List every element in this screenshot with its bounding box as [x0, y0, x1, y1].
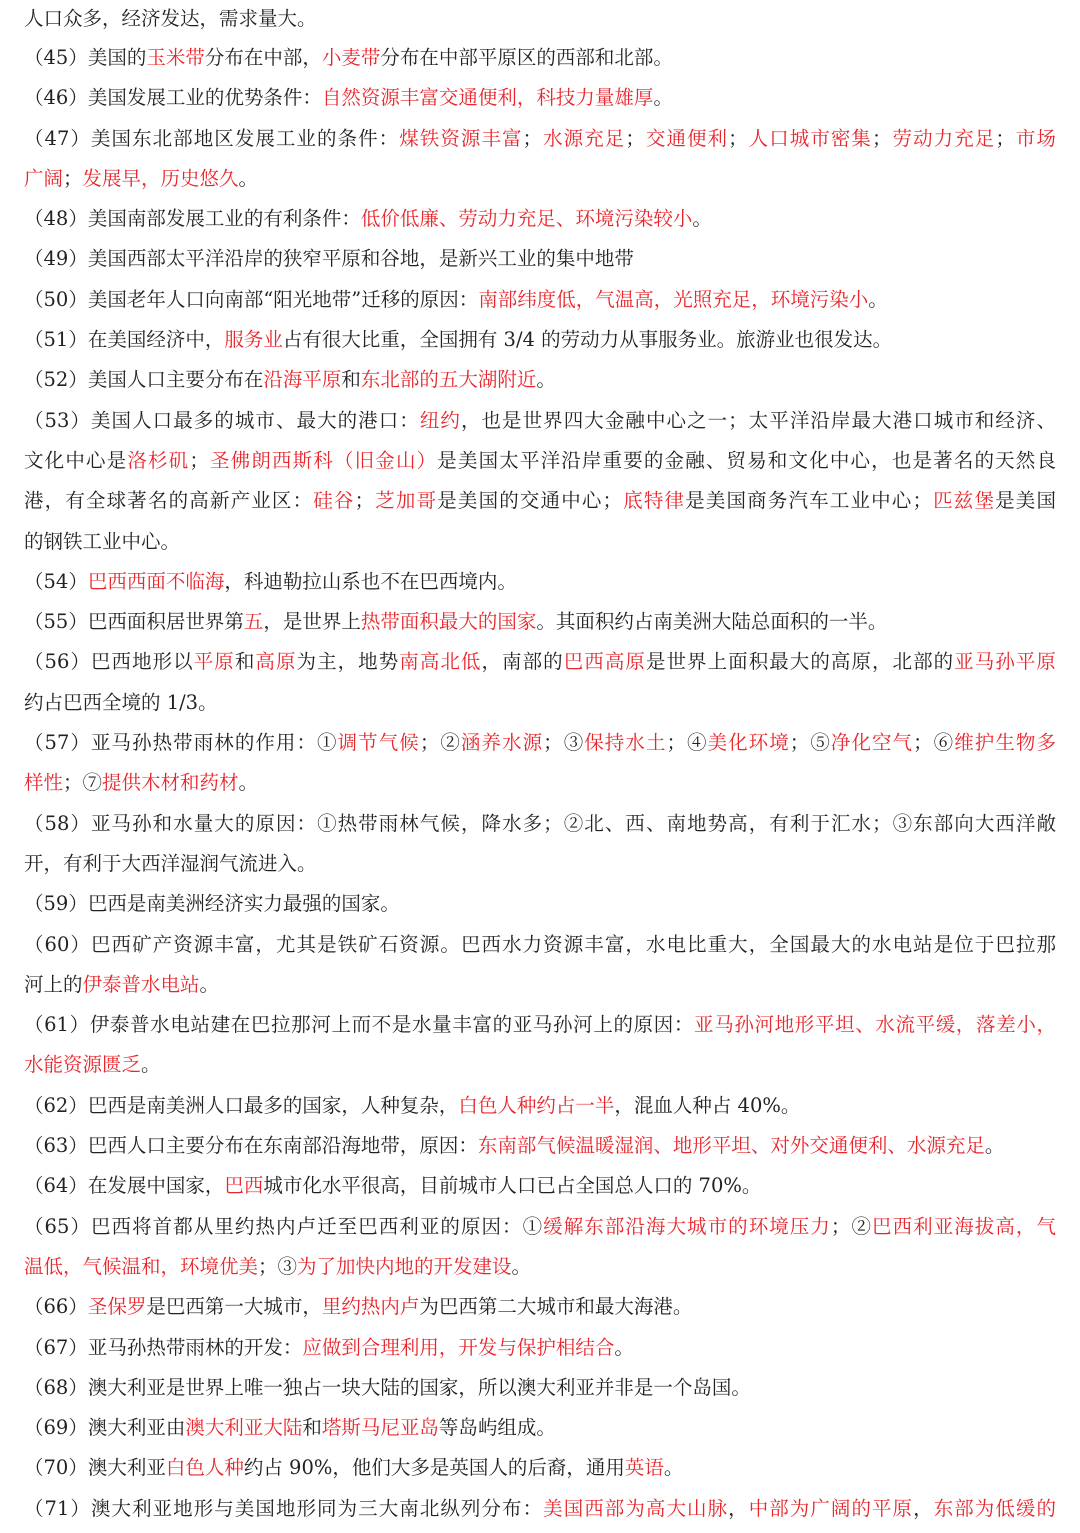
- highlighted-text: 东南部气候温暖湿润、地形平坦、对外交通便利、水源充足: [477, 1134, 985, 1158]
- highlighted-text: 美化环境: [707, 731, 790, 755]
- body-text: 。: [199, 972, 220, 996]
- text-line: [24, 562, 1056, 602]
- body-text: ；: [995, 126, 1015, 150]
- body-text: 的钢铁工业中心。: [24, 529, 181, 553]
- body-text: （51）在美国经济中，: [24, 328, 225, 352]
- highlighted-text: 塔斯马尼亚岛: [321, 1416, 439, 1440]
- body-text: 是美国的交通中心；: [437, 489, 623, 513]
- highlighted-text: 玉米带: [146, 46, 205, 69]
- highlighted-text: 巴西利亚海拔高，气: [872, 1214, 1056, 1238]
- text-line: [24, 1328, 1056, 1368]
- body-text: ；④: [666, 731, 708, 755]
- document-body: [24, 0, 1056, 1529]
- highlighted-text: 低价低廉、劳动力充足、环境污染较小: [360, 207, 693, 231]
- body-text: 分布在中部，: [204, 46, 322, 69]
- text-line: [24, 119, 1056, 159]
- body-text: 开，有利于大西洋湿润气流进入。: [24, 851, 317, 875]
- body-text: 。: [141, 1053, 161, 1077]
- body-text: ，科迪勒拉山系也不在巴西境内。: [224, 569, 517, 593]
- highlighted-text: 南部纬度低，气温高，光照充足，环境污染小: [478, 287, 869, 311]
- highlighted-text: 提供木材和药材: [102, 771, 239, 795]
- highlighted-text: 煤铁资源丰富: [399, 126, 523, 150]
- text-line: [24, 1368, 1056, 1408]
- text-line: [24, 1448, 1056, 1488]
- body-text: 是世界上面积最大的高原，北部的: [645, 650, 955, 674]
- body-text: （59）巴西是南美洲经济实力最强的国家。: [24, 892, 400, 916]
- highlighted-text: 水能资源匮乏: [24, 1053, 142, 1077]
- body-text: 为主，地势: [296, 650, 400, 674]
- body-text: （55）巴西面积居世界第: [24, 610, 244, 634]
- body-text: 和: [234, 650, 256, 674]
- text-line: [24, 1207, 1056, 1247]
- highlighted-text: 澳大利亚大陆: [185, 1416, 303, 1440]
- highlighted-text: 芝加哥: [374, 489, 438, 513]
- highlighted-text: 小麦带: [321, 46, 381, 69]
- body-text: （58）亚马孙和水量大的原因：①热带雨林气候，降水多；②北、西、南地势高，有利于汇水；③东部向大西洋敞: [24, 811, 1056, 835]
- text-line: [24, 965, 1056, 1005]
- text-line: [24, 1408, 1056, 1448]
- body-text: ；②: [419, 731, 461, 755]
- text-line: [24, 441, 1056, 481]
- highlighted-text: 服务业: [224, 328, 283, 352]
- highlighted-text: 市场: [1014, 126, 1056, 150]
- body-text: 和: [341, 368, 361, 392]
- body-text: （71）澳大利亚地形与美国地形同为三大南北纵列分布：: [24, 1496, 544, 1520]
- body-text: （62）巴西是南美洲人口最多的国家，人种复杂，: [24, 1093, 459, 1117]
- body-text: 。: [984, 1134, 1005, 1158]
- text-line: [24, 1287, 1056, 1327]
- body-text: 是美国商务汽车工业中心；: [685, 489, 932, 513]
- text-line: [24, 239, 1056, 279]
- body-text: （69）澳大利亚由: [24, 1416, 186, 1440]
- body-text: 等岛屿组成。: [438, 1416, 556, 1440]
- body-text: ；②: [830, 1214, 873, 1238]
- highlighted-text: 样性: [24, 771, 64, 795]
- body-text: （63）巴西人口主要分布在东南部沿海地带，原因：: [24, 1134, 478, 1158]
- body-text: ；⑦: [63, 771, 103, 795]
- highlighted-text: 巴西高原: [563, 650, 646, 674]
- body-text: 约占 90%，他们大多是英国人的后裔，通用: [243, 1456, 625, 1480]
- highlighted-text: 英语: [624, 1456, 664, 1480]
- text-line: [24, 1166, 1056, 1206]
- text-line: [24, 320, 1056, 360]
- highlighted-text: 热带面积最大的国家: [360, 610, 537, 634]
- highlighted-text: 巴西西面不临海: [87, 569, 225, 593]
- highlighted-text: 纽约: [419, 408, 461, 432]
- highlighted-text: 伊泰普水电站: [82, 972, 200, 996]
- text-line: [24, 1247, 1056, 1287]
- body-text: 分布在中部平原区的西部和北部。: [380, 46, 673, 69]
- highlighted-text: 保持水土: [584, 731, 667, 755]
- highlighted-text: 劳动力充足: [891, 126, 996, 150]
- text-line: [24, 884, 1056, 924]
- body-text: 河上的: [24, 972, 83, 996]
- highlighted-text: 白色人种: [165, 1456, 244, 1480]
- highlighted-text: 广阔: [24, 166, 64, 190]
- highlighted-text: 巴西: [224, 1174, 264, 1198]
- highlighted-text: 应做到合理利用，开发与保护相结合: [302, 1335, 615, 1359]
- body-text: ；: [728, 126, 748, 150]
- body-text: 。: [868, 287, 888, 311]
- body-text: （47）美国东北部地区发展工业的条件：: [24, 126, 400, 150]
- highlighted-text: 圣保罗: [87, 1295, 147, 1319]
- body-text: （46）美国发展工业的优势条件：: [24, 86, 322, 110]
- highlighted-text: 缓解东部沿海大城市的环境压力: [543, 1214, 831, 1238]
- highlighted-text: 发展早，历史悠久: [82, 166, 239, 190]
- body-text: （53）美国人口最多的城市、最大的港口：: [24, 408, 420, 432]
- highlighted-text: 圣佛朗西斯科（旧金山）: [208, 448, 438, 472]
- body-text: （54）: [24, 569, 88, 593]
- text-line: [24, 1489, 1056, 1529]
- body-text: （61）伊泰普水电站建在巴拉那河上而不是水量丰富的亚马孙河上的原因：: [24, 1013, 695, 1037]
- highlighted-text: 净化空气: [830, 731, 914, 755]
- body-text: ；: [63, 166, 83, 190]
- body-text: （70）澳大利亚: [24, 1456, 166, 1480]
- text-line: [24, 360, 1056, 400]
- body-text: 是美国太平洋沿岸重要的金融、贸易和文化中心，也是著名的天然良: [437, 448, 1056, 472]
- highlighted-text: 调节气候: [337, 731, 420, 755]
- body-text: 。: [536, 368, 556, 392]
- body-text: 。: [511, 1254, 532, 1278]
- highlighted-text: 为了加快内地的开发建设: [297, 1254, 512, 1278]
- text-line: [24, 844, 1056, 884]
- body-text: 和: [302, 1416, 322, 1440]
- body-text: 港，有全球著名的高新产业区：: [24, 489, 314, 513]
- body-text: ，混血人种占 40%。: [614, 1093, 801, 1117]
- highlighted-text: 南高北低: [399, 650, 482, 674]
- body-text: 是巴西第一大城市，: [146, 1295, 322, 1319]
- body-text: （64）在发展中国家，: [24, 1174, 225, 1198]
- highlighted-text: 白色人种约占一半: [458, 1093, 615, 1117]
- body-text: 城市化水平很高，目前城市人口已占全国总人口的 70%。: [263, 1174, 762, 1198]
- highlighted-text: 涵养水源: [460, 731, 544, 755]
- text-line: [24, 0, 1056, 38]
- text-line: [24, 1045, 1056, 1085]
- body-text: 占有很大比重，全国拥有 3/4 的劳动力从事服务业。旅游业也很发达。: [282, 328, 893, 352]
- highlighted-text: 自然资源丰富交通便利，科技力量雄厚: [321, 86, 654, 110]
- highlighted-text: 沿海平原: [263, 368, 342, 392]
- body-text: ；: [354, 489, 375, 513]
- body-text: ；⑤: [789, 731, 831, 755]
- body-text: （65）巴西将首都从里约热内卢迁至巴西利亚的原因：①: [24, 1214, 544, 1238]
- body-text: 。其面积约占南美洲大陆总面积的一半。: [536, 610, 888, 634]
- body-text: （66）: [24, 1295, 88, 1319]
- body-text: ，南部的: [481, 650, 564, 674]
- body-text: 为巴西第二大城市和最大海港。: [419, 1295, 693, 1319]
- highlighted-text: 平原: [193, 650, 235, 674]
- body-text: ；: [625, 126, 645, 150]
- body-text: ；③: [258, 1254, 298, 1278]
- body-text: ；③: [543, 731, 585, 755]
- text-line: [24, 522, 1056, 562]
- body-text: （60）巴西矿产资源丰富，尤其是铁矿石资源。巴西水力资源丰富，水电比重大，全国最大的水电站是位于巴拉那: [24, 932, 1056, 956]
- body-text: 。: [663, 1456, 684, 1480]
- text-line: [24, 78, 1056, 118]
- body-text: （49）美国西部太平洋沿岸的狭窄平原和谷地，是新兴工业的集中地带: [24, 247, 634, 271]
- body-text: （50）美国老年人口向南部“阳光地带”迁移的原因：: [24, 287, 479, 311]
- body-text: 。: [653, 86, 673, 110]
- text-line: [24, 1086, 1056, 1126]
- text-line: [24, 763, 1056, 803]
- body-text: （45）美国的: [24, 46, 147, 69]
- body-text: ，: [913, 1496, 934, 1520]
- body-text: （57）亚马孙热带雨林的作用：①: [24, 731, 338, 755]
- highlighted-text: 交通便利: [644, 126, 729, 150]
- body-text: ，是世界上: [263, 610, 361, 634]
- highlighted-text: 美国西部为高大山脉: [543, 1496, 729, 1520]
- body-text: （48）美国南部发展工业的有利条件：: [24, 207, 361, 231]
- body-text: 。: [238, 166, 259, 190]
- highlighted-text: 硅谷: [313, 489, 355, 513]
- text-line: [24, 925, 1056, 965]
- body-text: ；: [189, 448, 209, 472]
- body-text: 。: [614, 1335, 634, 1359]
- body-text: 。: [692, 207, 712, 231]
- highlighted-text: 人口城市密集: [747, 126, 872, 150]
- highlighted-text: 底特律: [622, 489, 686, 513]
- body-text: （68）澳大利亚是世界上唯一独占一块大陆的国家，所以澳大利亚并非是一个岛国。: [24, 1375, 751, 1399]
- text-line: [24, 1005, 1056, 1045]
- text-line: [24, 38, 1056, 78]
- body-text: 是美国: [995, 489, 1056, 513]
- text-line: [24, 602, 1056, 642]
- text-line: [24, 280, 1056, 320]
- body-text: （52）美国人口主要分布在: [24, 368, 264, 392]
- body-text: 人口众多，经济发达，需求量大。: [24, 7, 317, 30]
- highlighted-text: 五: [243, 610, 264, 634]
- text-line: [24, 159, 1056, 199]
- highlighted-text: 水源充足: [542, 126, 626, 150]
- highlighted-text: 维护生物多: [954, 731, 1056, 755]
- body-text: ；⑥: [913, 731, 955, 755]
- text-line: [24, 481, 1056, 521]
- body-text: （56）巴西地形以: [24, 650, 194, 674]
- body-text: ；: [871, 126, 892, 150]
- highlighted-text: 东部为低缓的: [933, 1496, 1056, 1520]
- text-line: [24, 1126, 1056, 1166]
- body-text: ，: [728, 1496, 749, 1520]
- highlighted-text: 匹兹堡: [931, 489, 996, 513]
- body-text: ；: [522, 126, 543, 150]
- highlighted-text: 亚马孙平原: [954, 650, 1056, 674]
- text-line: [24, 804, 1056, 844]
- highlighted-text: 中部为广阔的平原: [748, 1496, 914, 1520]
- body-text: （67）亚马孙热带雨林的开发：: [24, 1335, 303, 1359]
- body-text: 。: [238, 771, 259, 795]
- highlighted-text: 温低，气候温和，环境优美: [24, 1254, 259, 1278]
- body-text: 约占巴西全境的 1/3。: [24, 690, 218, 714]
- highlighted-text: 高原: [255, 650, 297, 674]
- text-line: [24, 642, 1056, 682]
- highlighted-text: 洛杉矶: [127, 448, 190, 472]
- highlighted-text: 亚马孙河地形平坦、水流平缓，落差小，: [694, 1013, 1056, 1037]
- text-line: [24, 401, 1056, 441]
- highlighted-text: 里约热内卢: [321, 1295, 420, 1319]
- text-line: [24, 683, 1056, 723]
- text-line: [24, 723, 1056, 763]
- body-text: 文化中心是: [24, 448, 128, 472]
- body-text: ，也是世界四大金融中心之一；太平洋沿岸最大港口城市和经济、: [460, 408, 1056, 432]
- highlighted-text: 东北部的五大湖附近: [360, 368, 537, 392]
- text-line: [24, 199, 1056, 239]
